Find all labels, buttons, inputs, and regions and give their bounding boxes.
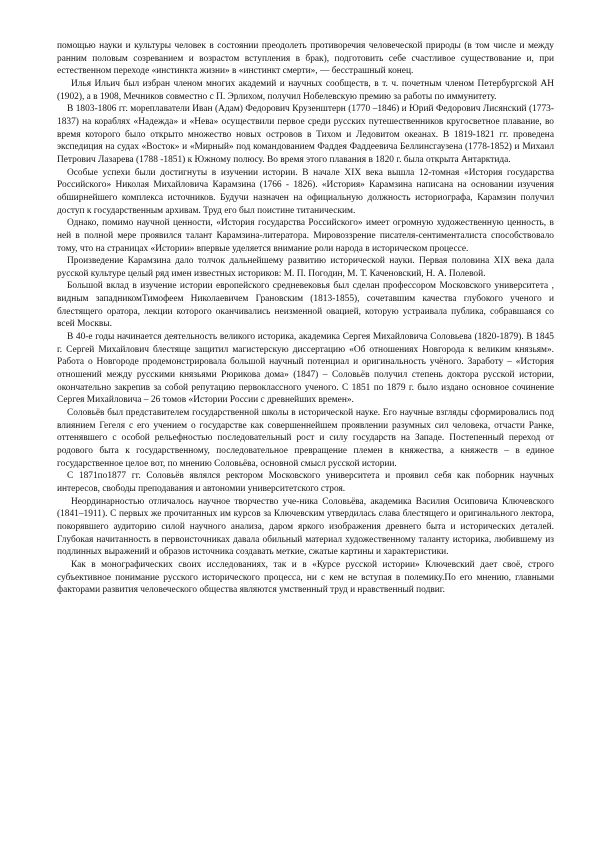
paragraph-12: Как в монографических своих исследованиях, так и в «Курсе русской истории» Ключевский дает своё, строго субъективное понимание русского исторического процесса, ни с кем не вступая в полемику.По его мнению, главными факторами развития человеческого общества являются умственный труд и нравственный подвиг. [57,559,554,596]
paragraph-5: Однако, помимо научной ценности, «История государства Российского» имеет огромную художественную ценность, в ней в полной мере проявился талант Карамзина-литератора. Мировоззрение писателя-сентименталиста способствовало тому, что на страницах «Истории» впервые уделяется внимание роли народа в историческом процессе. [57,218,554,254]
paragraph-3: В 1803-1806 гг. мореплаватели Иван (Адам) Федорович Крузенштерн (1770 –1846) и Юрий Федорович Лисянский (1773-1837) на кораблях «Надежда» и «Нева» осуществили первое среди русских путешественников кругосветное плавание, во время которого было открыто множество новых островов в Тихом и Ледовитом океанах. В 1819-1821 гг. проведена экспедиция на судах «Восток» и «Мирный» под командованием Фаддея Фаддеевича Беллинсгаузена (1778-1852) и Михаил Петрович Лазарева (1788 -1851) к Южному полюсу. Во время этого плавания в 1820 г. была открыта Антарктида. [57,104,554,165]
paragraph-8: В 40-е годы начинается деятельность великого историка, академика Сергея Михайловича Соловьева (1820-1879). В 1845 г. Сергей Михайлович блестяще защитил магистерскую диссертацию «Об отношениях Новгорода к великим князьям». Работа о Новгороде продемонстрировала большой научный потенциал и оригинальность учёного. Заработу – «История отношений между русскими князьями Рюрикова дома» (1847) – Соловьёв получил степень доктора русской истории, окончательно закрепив за собой репутацию первоклассного ученого. С 1851 по 1879 г. было издано основное сочинение Сергея Михайловича – 26 томов «Истории России с древнейших времен». [57,332,554,406]
paragraph-6: Произведение Карамзина дало толчок дальнейшему развитию исторической науки. Первая половина XIX века дала русской культуре целый ряд имен известных историков: М. П. Погодин, М. Т. Каченовский, Н. А. Полевой. [57,256,554,279]
paragraph-1: помощью науки и культуры человек в состоянии преодолеть противоречия человеческой природы (в том числе и между ранним половым созреванием и возрастом вступления в брак), подготовить себе счастливое существование и, при естественном переходе «инстинкта жизни» в «инстинкт смерти», — бесстрашный конец. [57,41,554,77]
paragraph-7: Большой вклад в изучение истории европейского средневековья был сделан профессором Московского университета , видным западникомТимофеем Николаевичем Грановским (1813-1855), сочетавшим качества глубокого ученого и блестящего оратора, лекции которого оканчивались неизменной овацией, которую устраивала публика, собравшаяся со всей Москвы. [57,281,554,330]
document-body [57,40,554,597]
paragraph-9: Соловьёв был представителем государственной школы в исторической науке. Его научные взгляды сформировались под влиянием Гегеля с его учением о государстве как совершеннейшем проявлении разумных сил человека, отчасти Ранке, оттенявшего с особой рельефностью последовательный рост и силу государств на Западе. Постепенный переход от родового быта к государственному, последовательное превращение племен в княжества, а княжеств – в единое государственное целое вот, по мнению Соловьёва, основной смысл русской истории. [57,408,554,469]
paragraph-11: Неординарностью отличалось научное творчество уче-ника Соловьёва, академика Василия Осиповича Ключевского (1841–1911). С первых же прочитанных им курсов за Ключевским утвердилась слава блестящего и оригинального лектора, покорявшего аудиторию силой научного анализа, даром яркого изображения древнего быта и исторических деталей. Глубокая начитанность в первоисточниках давала обильный материал художественному таланту историка, любившему из подлинных выражений и образов источника создавать меткие, сжатые картины и характеристики. [57,496,554,558]
paragraph-10: С 1871по1877 гг. Соловьёв являлся ректором Московского университета и проявил себя как поборник научных интересов, свободы преподавания и автономии университетского строя. [57,471,554,494]
paragraph-4: Особые успехи были достигнуты в изучении истории. В начале XIX века вышла 12-томная «История государства Российского» Николая Михайловича Карамзина (1766 - 1826). «История» Карамзина написана на основании изучения обширнейшего комплекса источников. Будучи назначен на официальную должность историографа, Карамзин получил доступ к государственным архивам. Труд его был поистине титаническим. [57,167,554,216]
paragraph-2: Илья Ильич был избран членом многих академий и научных сообществ, в т. ч. почетным членом Петербургской АН (1902), а в 1908, Мечников совместно с П. Эрлихом, получил Нобелевскую премию за работы по иммунитету. [57,78,554,102]
